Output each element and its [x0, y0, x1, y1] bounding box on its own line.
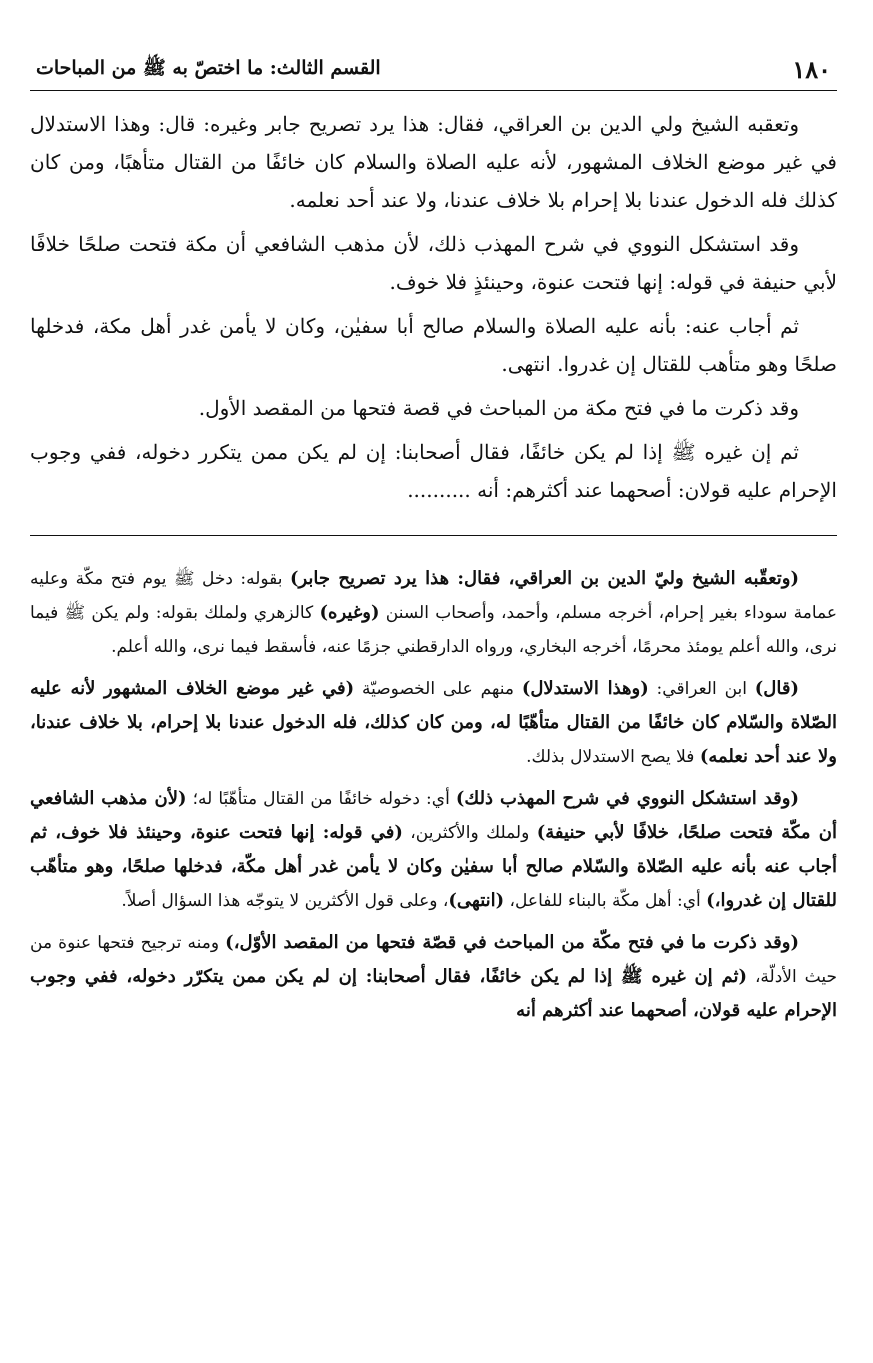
commentary-text: بقوله: دخل ﷺ يوم فتح مكّة وعليه عمامة سوداء بغير إحرام، أخرجه مسلم، وأحمد، وأصحاب السنن — [30, 569, 838, 623]
commentary — [30, 562, 837, 1028]
quoted-text: (وقد استشكل النووي في شرح المهذب ذلك) — [455, 788, 799, 809]
quoted-text: (لأن مذهب الشافعي أن مكّة فتحت صلحًا، خلافًا لأبي حنيفة) — [30, 788, 837, 843]
page-number: ١٨٠ — [792, 55, 831, 84]
commentary-text: ابن العراقي: — [648, 679, 755, 699]
main-paragraph: وقد استشكل النووي في شرح المهذب ذلك، لأن مذهب الشافعي أن مكة فتحت صلحًا خلافًا لأبي حنيفة في قوله: إنها فتحت عنوة، وحينئذٍ فلا خوف. — [30, 232, 837, 294]
quoted-text: (وتعقّبه الشيخ وليّ الدين بن العراقي، فقال: هذا يرد تصريح جابر) — [289, 568, 799, 589]
quoted-text: (في غير موضع الخلاف المشهور لأنه عليه الصّلاة والسّلام كان خائفًا من القتال متأهّبًا له، ومن كان كذلك، فله الدخول عندنا بلا إحرام، بلا خلاف عندنا، ولا عند أحد نعلمه) — [30, 678, 837, 767]
page-header — [30, 55, 837, 91]
main-paragraph-text: ثم إن غيره ﷺ إذا لم يكن خائفًا، فقال أصحابنا: إن لم يكن ممن يتكرر دخوله، ففي وجوب الإحرام عليه قولان: أصحهما عند أكثرهم: أنه — [30, 440, 837, 502]
commentary-text: ولملك والأكثرين، — [402, 823, 537, 843]
main-text — [30, 105, 837, 509]
quoted-text: (وقد ذكرت ما في فتح مكّة من المباحث في قصّة فتحها من المقصد الأوّل،) — [225, 932, 799, 953]
section-title: القسم الثالث: ما اختصّ به ﷺ من المباحات — [36, 57, 381, 79]
quoted-text: (في قوله: إنها فتحت عنوة، وحينئذ فلا خوف، ثم أجاب عنه بأنه عليه الصّلاة والسّلام صالح أبا سفيٰن وكان لا يأمن غدر أهل مكّة، فدخلها صلحًا، وهو متأهّب للقتال إن غدروا،) — [30, 822, 837, 911]
main-paragraph-last — [30, 433, 837, 509]
commentary-paragraph — [30, 672, 837, 774]
commentary-paragraph — [30, 926, 837, 1028]
quoted-text: (انتهى) — [448, 890, 505, 911]
quoted-text: (قال) — [754, 678, 799, 699]
main-paragraph: وتعقبه الشيخ ولي الدين بن العراقي، فقال: هذا يرد تصريح جابر وغيره: قال: وهذا الاستدلال في غير موضع الخلاف المشهور، لأنه عليه الصلاة والسلام كان خائفًا من القتال متأهبًا، ومن كان كذلك فله الدخول عندنا بلا إحرام بلا خلاف عندنا، ولا عند أحد نعلمه. — [30, 112, 837, 212]
continuation-dots: .......... — [407, 478, 471, 502]
quoted-text: (وغيره) — [319, 602, 380, 623]
quoted-text: (ثم إن غيره ﷺ إذا لم يكن خائفًا، فقال أصحابنا: إن لم يكن ممن يتكرّر دخوله، ففي وجوب الإحرام عليه قولان، أصحهما عند أكثرهم أنه — [30, 966, 837, 1021]
commentary-text: منهم على الخصوصيّة — [354, 679, 522, 699]
main-paragraph: وقد ذكرت ما في فتح مكة من المباحث في قصة فتحها من المقصد الأول. — [198, 396, 799, 420]
commentary-text: أي: دخوله خائفًا من القتال متأهّبًا له؛ — [186, 789, 456, 809]
commentary-text: ومنه ترجيح فتحها عنوة من حيث الأدلّة، — [30, 933, 837, 987]
commentary-paragraph — [30, 562, 837, 664]
main-paragraph: ثم أجاب عنه: بأنه عليه الصلاة والسلام صالح أبا سفيٰن، وكان لا يأمن غدر أهل مكة، فدخلها صلحًا وهو متأهب للقتال إن غدروا. انتهى. — [30, 314, 837, 376]
commentary-text: كالزهري ولملك بقوله: ولم يكن ﷺ فيما نرى، والله أعلم يومئذ محرمًا، أخرجه البخاري، ورواه الدارقطني جزمًا عنه، فأسقط فيما نرى، والله أعلم. — [30, 603, 837, 657]
commentary-text: فلا يصح الاستدلال بذلك. — [526, 747, 700, 767]
commentary-paragraph — [30, 782, 837, 918]
commentary-text: ، وعلى قول الأكثرين لا يتوجّه هذا السؤال أصلاً. — [121, 891, 449, 911]
footnote-separator — [30, 535, 837, 536]
commentary-text: أي: أهل مكّة بالبناء للفاعل، — [504, 891, 707, 911]
quoted-text: (وهذا الاستدلال) — [521, 678, 649, 699]
